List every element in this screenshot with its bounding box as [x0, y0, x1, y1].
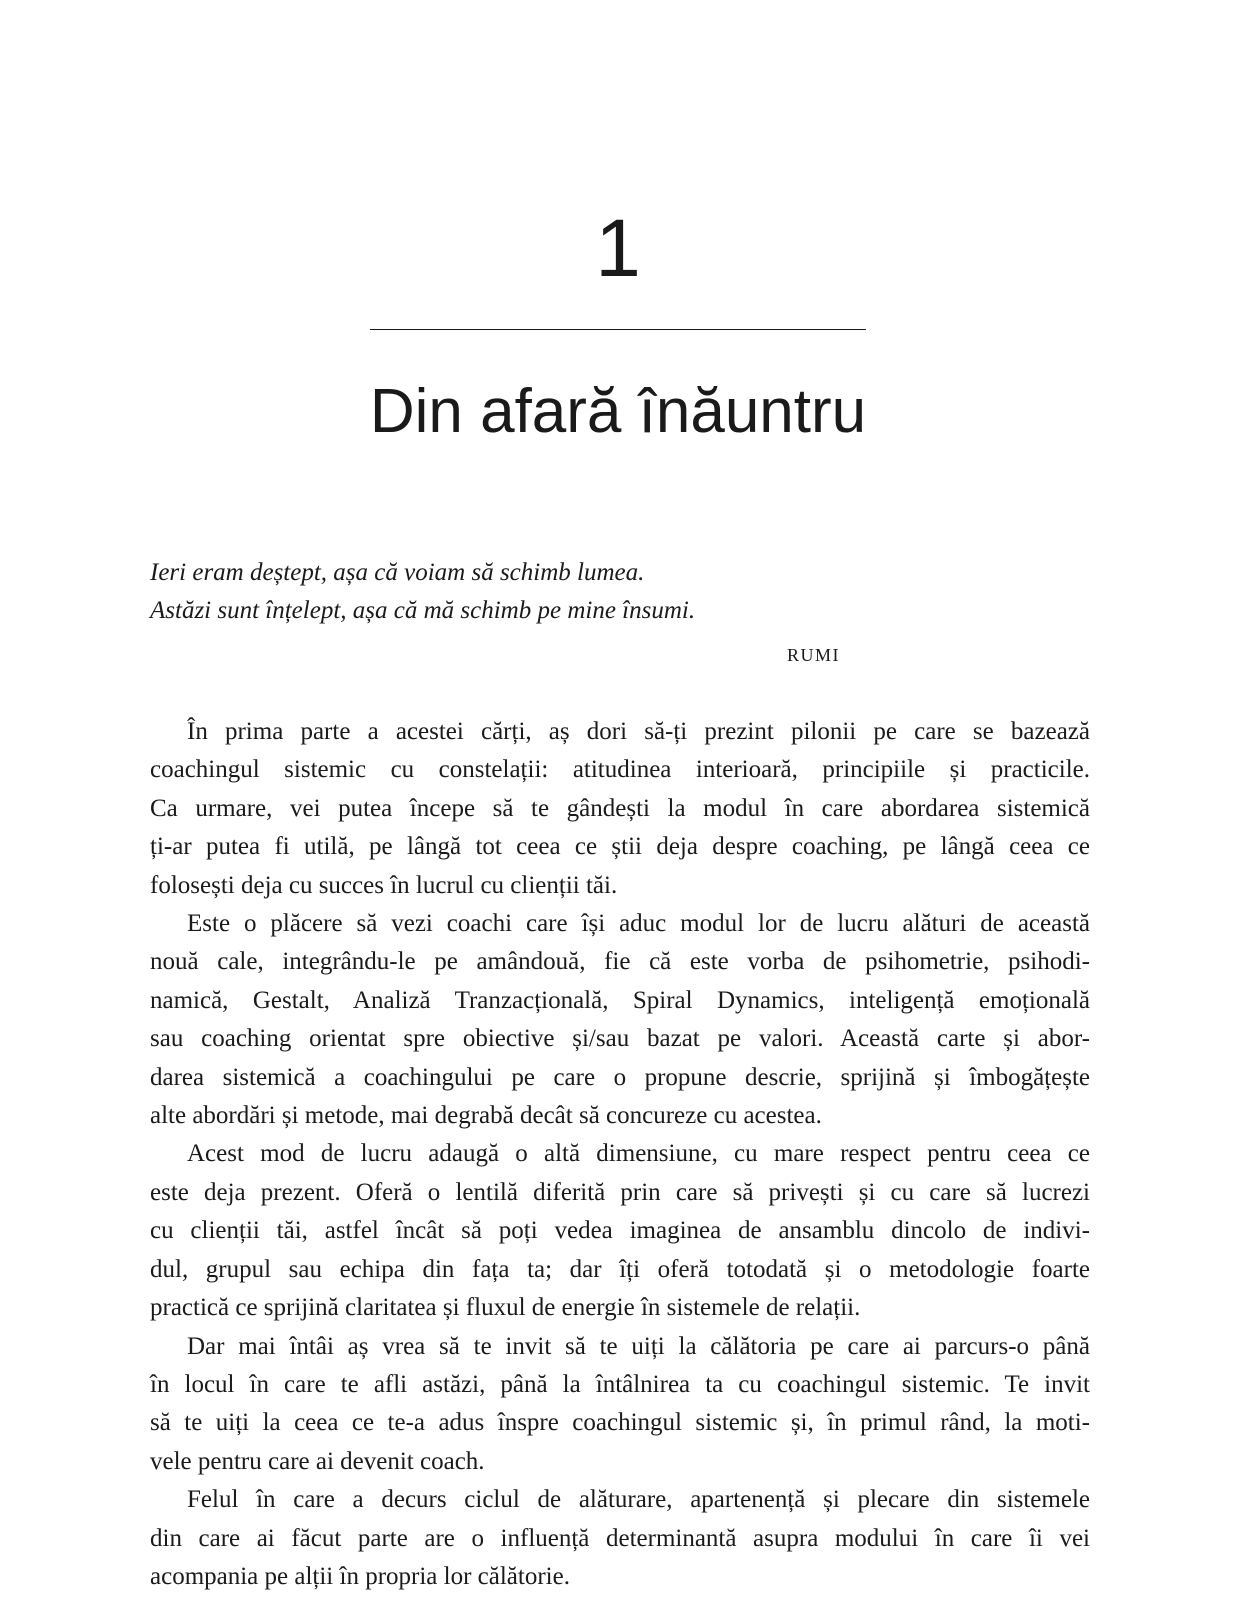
text-line: coachingul sistemic cu constelații: atitudinea interioară, principiile și practicile.	[150, 756, 1090, 784]
text-line: vele pentru care ai devenit coach.	[150, 1447, 485, 1475]
text-line: În prima parte a acestei cărți, aș dori să-ți prezint pilonii pe care se bazează	[187, 718, 1090, 745]
text-line: Dar mai întâi aș vrea să te invit să te uiți la călătoria pe care ai parcurs-o până	[187, 1332, 1090, 1360]
text-line: folosești deja cu succes în lucrul cu clienții tăi.	[150, 871, 618, 899]
text-line: Ca urmare, vei putea începe să te gândești la modul în care abordarea sistemică	[150, 794, 1090, 822]
chapter-number: 1	[595, 203, 641, 294]
text-line: sau coaching orientat spre obiective și/sau bazat pe valori. Această carte și abor-	[150, 1025, 1090, 1053]
chapter-divider	[370, 329, 866, 330]
text-line: ți-ar putea fi utilă, pe lângă tot ceea ce știi deja despre coaching, pe lângă ceea ce	[150, 833, 1090, 861]
text-line: este deja prezent. Oferă o lentilă diferită prin care să privești și cu care să lucrezi	[150, 1178, 1090, 1206]
text-line: cu clienții tăi, astfel încât să poți vedea imaginea de ansamblu dincolo de indivi-	[150, 1217, 1090, 1245]
text-line: să te uiți la ceea ce te-a adus înspre coachingul sistemic și, în primul rând, la moti-	[150, 1409, 1090, 1437]
text-line: Este o plăcere să vezi coachi care își aduc modul lor de lucru alături de această	[187, 910, 1090, 938]
text-line: dul, grupul sau echipa din fața ta; dar îți oferă totodată și o metodologie foarte	[150, 1255, 1090, 1283]
epigraph-author: RUMI	[786, 645, 840, 665]
text-line: Acest mod de lucru adaugă o altă dimensiune, cu mare respect pentru ceea ce	[187, 1140, 1090, 1168]
epigraph-line: Astăzi sunt înțelept, așa că mă schimb pe mine însumi.	[150, 597, 696, 624]
chapter-body	[150, 713, 1090, 1596]
text-line: în locul în care te afli astăzi, până la întâlnirea ta cu coachingul sistemic. Te invit	[150, 1370, 1090, 1398]
text-line: nouă cale, integrându-le pe amândouă, fie că este vorba de psihometrie, psihodi-	[150, 948, 1090, 976]
text-line: din care ai făcut parte are o influență determinantă asupra modului în care îi vei	[150, 1524, 1090, 1552]
epigraph	[150, 554, 840, 630]
text-line: acompania pe alții în propria lor călătorie.	[150, 1562, 570, 1590]
text-line: Felul în care a decurs ciclul de alăturare, apartenență și plecare din sistemele	[187, 1486, 1090, 1514]
epigraph-line: Ieri eram deștept, așa că voiam să schimb lumea.	[150, 559, 645, 586]
text-line: alte abordări și metode, mai degrabă decât să concureze cu acestea.	[150, 1102, 822, 1130]
chapter-title: Din afară înăuntru	[369, 377, 867, 446]
text-line: practică ce sprijină claritatea și fluxul de energie în sistemele de relații.	[150, 1294, 861, 1322]
text-line: darea sistemică a coachingului pe care o propune descrie, sprijină și îmbogățește	[150, 1063, 1090, 1091]
text-line: namică, Gestalt, Analiză Tranzacțională, Spiral Dynamics, inteligență emoțională	[150, 986, 1090, 1014]
